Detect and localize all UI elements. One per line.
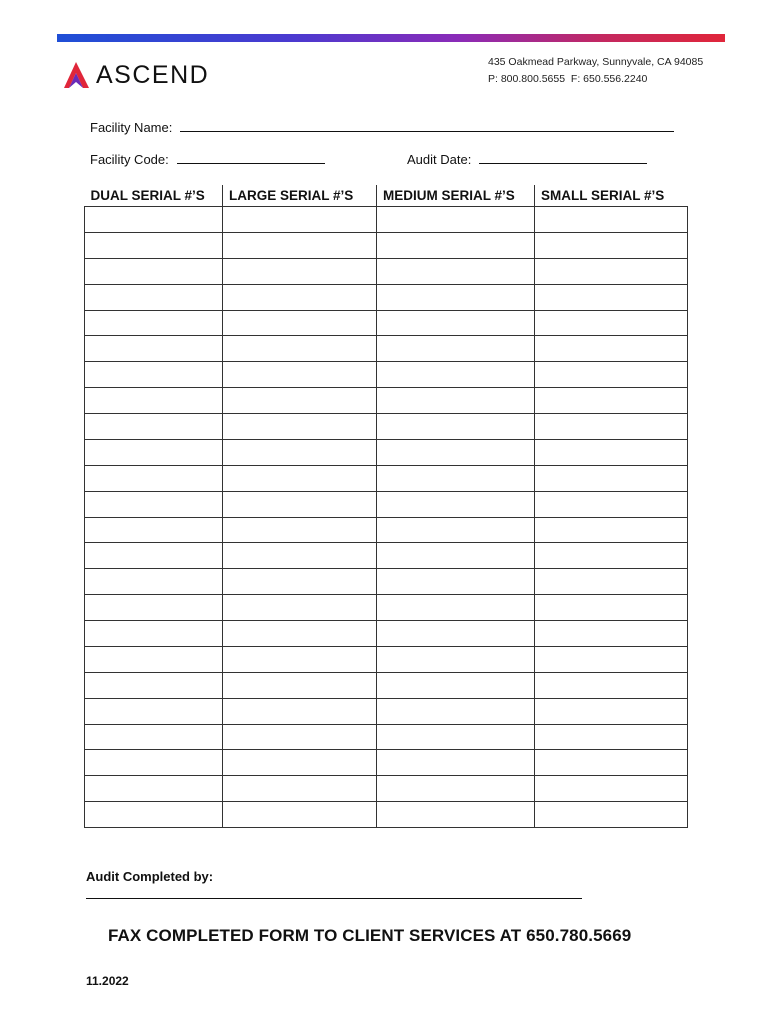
table-row xyxy=(85,258,688,284)
serial-cell-large[interactable] xyxy=(223,491,377,517)
table-row xyxy=(85,750,688,776)
serial-cell-large[interactable] xyxy=(223,776,377,802)
serial-cell-large[interactable] xyxy=(223,284,377,310)
serial-cell-dual[interactable] xyxy=(85,802,223,828)
serial-cell-small[interactable] xyxy=(535,672,688,698)
serial-cell-medium[interactable] xyxy=(377,258,535,284)
serial-table-body xyxy=(85,207,688,828)
serial-cell-large[interactable] xyxy=(223,336,377,362)
fax-notice: FAX COMPLETED FORM TO CLIENT SERVICES AT 650.780.5669 xyxy=(108,926,632,945)
serial-cell-small[interactable] xyxy=(535,258,688,284)
table-row xyxy=(85,569,688,595)
serial-cell-medium[interactable] xyxy=(377,207,535,233)
serial-cell-small[interactable] xyxy=(535,388,688,414)
serial-cell-dual[interactable] xyxy=(85,414,223,440)
serial-cell-medium[interactable] xyxy=(377,310,535,336)
serial-cell-medium[interactable] xyxy=(377,414,535,440)
serial-cell-small[interactable] xyxy=(535,569,688,595)
ascend-logo xyxy=(62,60,209,90)
serial-cell-dual[interactable] xyxy=(85,439,223,465)
table-row xyxy=(85,491,688,517)
facility-code-input[interactable] xyxy=(177,150,325,164)
table-row xyxy=(85,414,688,440)
serial-cell-medium[interactable] xyxy=(377,543,535,569)
audit-completed-label: Audit Completed by: xyxy=(86,869,214,884)
serial-cell-dual[interactable] xyxy=(85,258,223,284)
serial-cell-dual[interactable] xyxy=(85,698,223,724)
serial-cell-large[interactable] xyxy=(223,310,377,336)
serial-cell-medium[interactable] xyxy=(377,465,535,491)
serial-cell-dual[interactable] xyxy=(85,207,223,233)
serial-cell-small[interactable] xyxy=(535,232,688,258)
audit-date-field xyxy=(407,150,647,167)
column-header-dual: DUAL SERIAL #’S xyxy=(85,185,223,207)
serial-cell-medium[interactable] xyxy=(377,595,535,621)
table-row xyxy=(85,517,688,543)
serial-cell-dual[interactable] xyxy=(85,724,223,750)
serial-cell-large[interactable] xyxy=(223,569,377,595)
serial-cell-small[interactable] xyxy=(535,776,688,802)
table-row xyxy=(85,310,688,336)
serial-cell-dual[interactable] xyxy=(85,517,223,543)
serial-cell-small[interactable] xyxy=(535,284,688,310)
serial-cell-medium[interactable] xyxy=(377,336,535,362)
serial-cell-small[interactable] xyxy=(535,207,688,233)
table-row xyxy=(85,672,688,698)
serial-cell-small[interactable] xyxy=(535,362,688,388)
serial-cell-large[interactable] xyxy=(223,207,377,233)
table-row xyxy=(85,362,688,388)
ascend-logo-icon xyxy=(62,60,92,90)
serial-cell-dual[interactable] xyxy=(85,646,223,672)
serial-cell-medium[interactable] xyxy=(377,698,535,724)
serial-cell-dual[interactable] xyxy=(85,232,223,258)
facility-code-field xyxy=(90,150,325,167)
serial-cell-dual[interactable] xyxy=(85,776,223,802)
serial-cell-large[interactable] xyxy=(223,646,377,672)
serial-cell-medium[interactable] xyxy=(377,646,535,672)
serial-cell-medium[interactable] xyxy=(377,621,535,647)
serial-cell-dual[interactable] xyxy=(85,595,223,621)
serial-cell-large[interactable] xyxy=(223,232,377,258)
column-header-large: LARGE SERIAL #’S xyxy=(223,185,377,207)
table-row xyxy=(85,388,688,414)
serial-cell-large[interactable] xyxy=(223,439,377,465)
serial-cell-large[interactable] xyxy=(223,465,377,491)
table-row xyxy=(85,698,688,724)
serial-cell-dual[interactable] xyxy=(85,621,223,647)
serial-cell-dual[interactable] xyxy=(85,284,223,310)
serial-cell-medium[interactable] xyxy=(377,491,535,517)
serial-cell-small[interactable] xyxy=(535,336,688,362)
facility-name-label: Facility Name: xyxy=(90,120,173,135)
serial-cell-small[interactable] xyxy=(535,517,688,543)
serial-cell-large[interactable] xyxy=(223,802,377,828)
table-row xyxy=(85,543,688,569)
serial-cell-large[interactable] xyxy=(223,698,377,724)
serial-cell-small[interactable] xyxy=(535,646,688,672)
serial-cell-large[interactable] xyxy=(223,414,377,440)
serial-cell-dual[interactable] xyxy=(85,672,223,698)
serial-cell-medium[interactable] xyxy=(377,388,535,414)
column-header-small: SMALL SERIAL #’S xyxy=(535,185,688,207)
table-row xyxy=(85,465,688,491)
audit-date-label: Audit Date: xyxy=(407,152,472,167)
serial-cell-dual[interactable] xyxy=(85,362,223,388)
serial-cell-large[interactable] xyxy=(223,517,377,543)
serial-cell-large[interactable] xyxy=(223,672,377,698)
serial-cell-small[interactable] xyxy=(535,621,688,647)
serial-cell-small[interactable] xyxy=(535,491,688,517)
serial-cell-dual[interactable] xyxy=(85,750,223,776)
serial-cell-medium[interactable] xyxy=(377,517,535,543)
serial-cell-small[interactable] xyxy=(535,414,688,440)
serial-cell-small[interactable] xyxy=(535,543,688,569)
facility-name-input[interactable] xyxy=(180,118,674,132)
column-header-medium: MEDIUM SERIAL #’S xyxy=(377,185,535,207)
table-row xyxy=(85,232,688,258)
table-row xyxy=(85,646,688,672)
serial-cell-medium[interactable] xyxy=(377,776,535,802)
serial-cell-dual[interactable] xyxy=(85,310,223,336)
table-row xyxy=(85,595,688,621)
serial-cell-small[interactable] xyxy=(535,724,688,750)
table-row xyxy=(85,724,688,750)
serial-cell-dual[interactable] xyxy=(85,465,223,491)
table-row xyxy=(85,621,688,647)
table-row xyxy=(85,802,688,828)
serial-cell-large[interactable] xyxy=(223,362,377,388)
table-header-row xyxy=(85,185,688,207)
serial-cell-medium[interactable] xyxy=(377,802,535,828)
serial-cell-dual[interactable] xyxy=(85,569,223,595)
facility-code-label: Facility Code: xyxy=(90,152,169,167)
facility-name-field xyxy=(90,118,674,135)
brand-gradient-bar xyxy=(57,34,725,42)
serial-cell-large[interactable] xyxy=(223,258,377,284)
brand-name: ASCEND xyxy=(96,60,210,89)
serial-cell-medium[interactable] xyxy=(377,724,535,750)
serial-cell-small[interactable] xyxy=(535,595,688,621)
audit-completed-signature-line[interactable] xyxy=(86,898,582,899)
serial-cell-medium[interactable] xyxy=(377,569,535,595)
company-address xyxy=(488,54,703,88)
serial-cell-small[interactable] xyxy=(535,310,688,336)
table-row xyxy=(85,439,688,465)
serial-numbers-table xyxy=(84,185,688,828)
serial-cell-large[interactable] xyxy=(223,543,377,569)
serial-cell-dual[interactable] xyxy=(85,491,223,517)
table-row xyxy=(85,336,688,362)
serial-cell-small[interactable] xyxy=(535,439,688,465)
table-row xyxy=(85,776,688,802)
serial-cell-large[interactable] xyxy=(223,388,377,414)
serial-cell-small[interactable] xyxy=(535,802,688,828)
address-line: 435 Oakmead Parkway, Sunnyvale, CA 94085 xyxy=(488,56,704,68)
form-version: 11.2022 xyxy=(86,974,129,988)
serial-cell-small[interactable] xyxy=(535,465,688,491)
contact-line: P: 800.800.5655 F: 650.556.2240 xyxy=(488,73,648,85)
audit-date-input[interactable] xyxy=(479,150,647,164)
serial-cell-large[interactable] xyxy=(223,750,377,776)
serial-cell-small[interactable] xyxy=(535,698,688,724)
serial-cell-small[interactable] xyxy=(535,750,688,776)
serial-cell-medium[interactable] xyxy=(377,439,535,465)
table-row xyxy=(85,284,688,310)
serial-cell-medium[interactable] xyxy=(377,232,535,258)
table-row xyxy=(85,207,688,233)
serial-cell-dual[interactable] xyxy=(85,543,223,569)
serial-cell-medium[interactable] xyxy=(377,750,535,776)
serial-cell-dual[interactable] xyxy=(85,336,223,362)
serial-cell-medium[interactable] xyxy=(377,284,535,310)
serial-cell-large[interactable] xyxy=(223,724,377,750)
serial-cell-dual[interactable] xyxy=(85,388,223,414)
serial-cell-medium[interactable] xyxy=(377,362,535,388)
serial-cell-large[interactable] xyxy=(223,621,377,647)
serial-cell-large[interactable] xyxy=(223,595,377,621)
serial-cell-medium[interactable] xyxy=(377,672,535,698)
